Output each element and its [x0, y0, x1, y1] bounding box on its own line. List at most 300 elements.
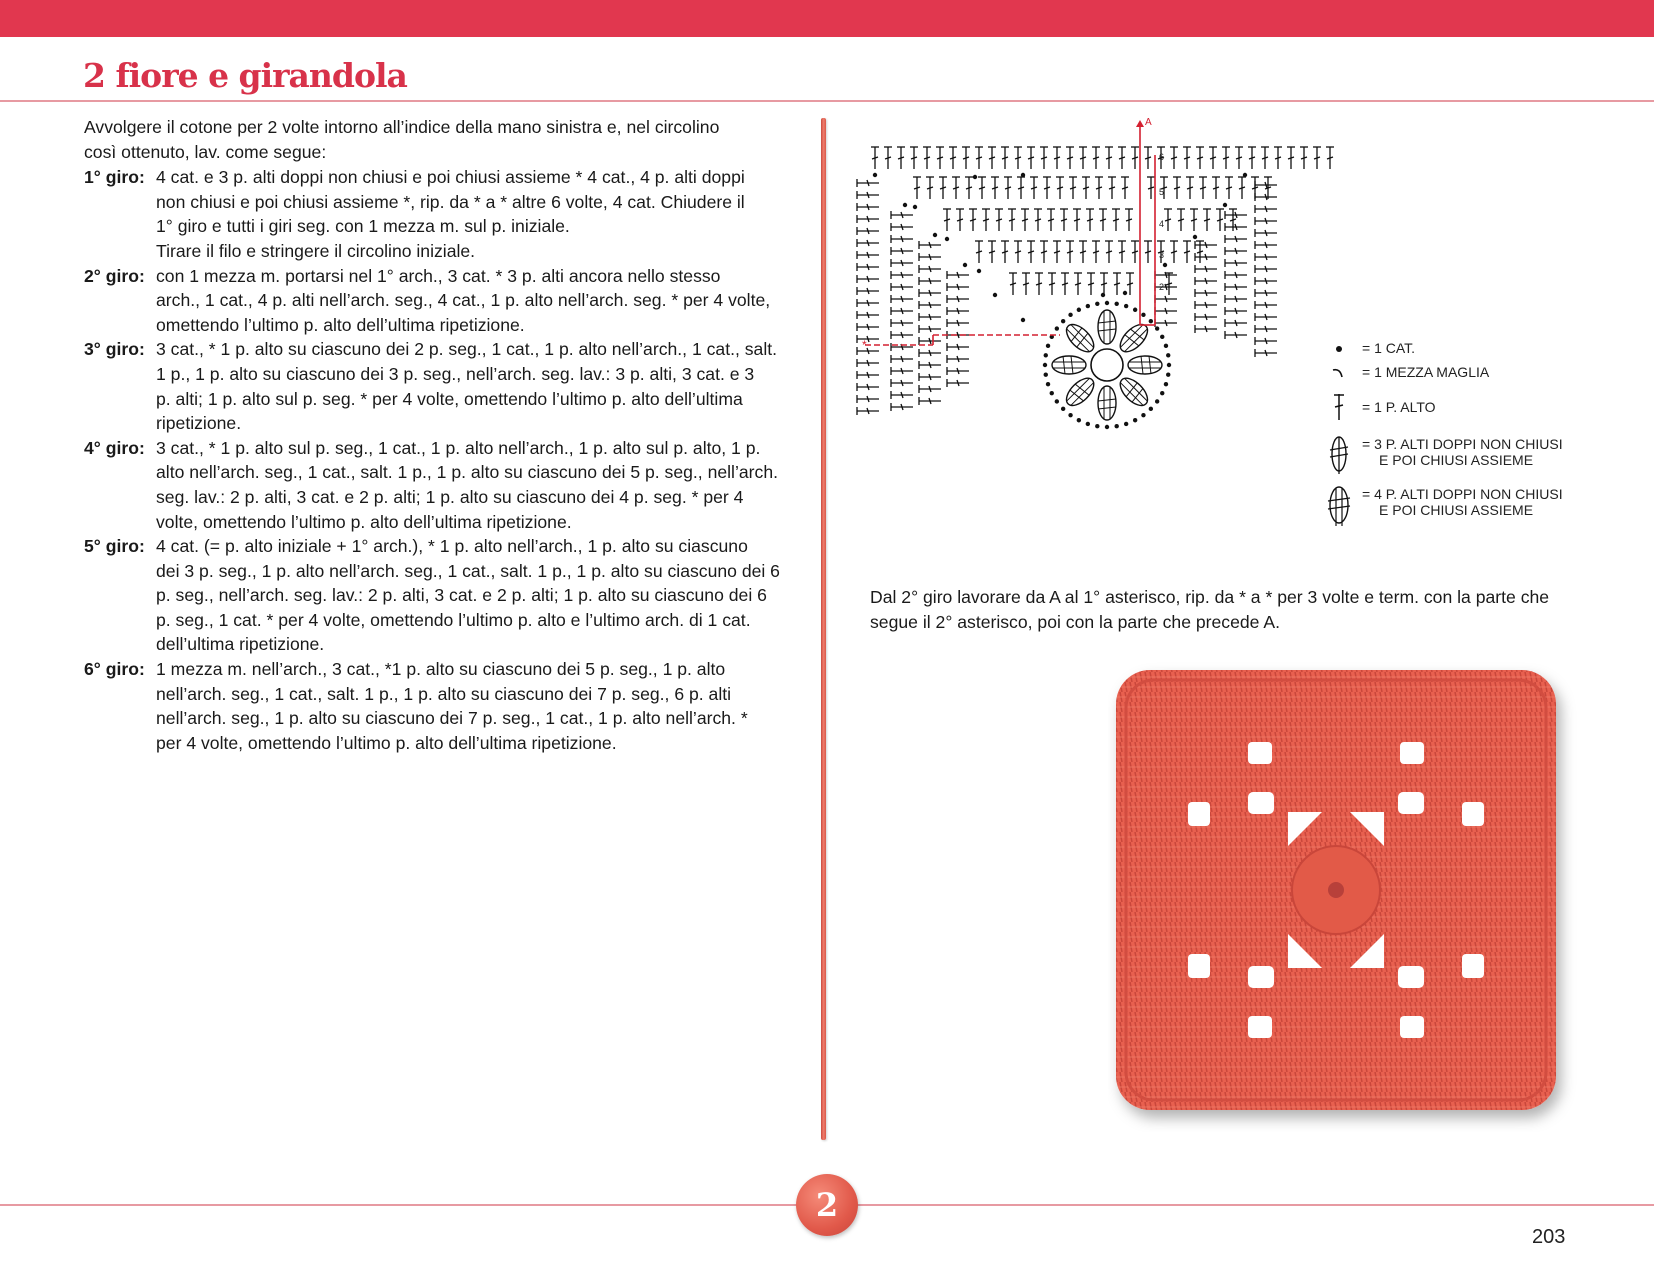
legend-text: = 4 P. ALTI DOPPI NON CHIUSI	[1362, 486, 1563, 502]
stitch-symbol	[923, 147, 931, 169]
chain-dot	[1164, 344, 1168, 348]
chain-dot	[1160, 391, 1164, 395]
intro-paragraph	[84, 115, 786, 164]
round-label: 3° giro:	[84, 339, 145, 360]
chain-dot	[1055, 399, 1059, 403]
stitch-symbol	[891, 259, 913, 267]
chain-dot	[1021, 173, 1025, 177]
chain-dot	[1164, 382, 1168, 386]
stitch-symbol	[947, 307, 969, 315]
stitch-symbol	[857, 203, 879, 211]
stitch-symbol	[1027, 241, 1035, 263]
stitch-symbol	[891, 403, 913, 411]
flower-center	[1328, 882, 1344, 898]
chain-dot	[1160, 335, 1164, 339]
ball-number: 2	[815, 1186, 839, 1224]
stitch-symbol	[1121, 177, 1129, 199]
stitch-symbol	[1056, 177, 1064, 199]
chain-dot	[1095, 302, 1099, 306]
stitch-symbol	[947, 271, 969, 279]
slip-stitch-icon	[1320, 362, 1350, 384]
chain-dot	[933, 233, 937, 237]
stitch-symbol	[891, 223, 913, 231]
round-line: 4 cat. (= p. alto iniziale + 1° arch.), * 1 p. alto nell’arch., 1 p. alto su ciascuno	[156, 536, 748, 557]
round-line: nell’arch. seg., 1 cat., salt. 1 p., 1 p. alto su ciascuno dei 7 p. seg., 6 p. alti	[156, 683, 732, 704]
round-line: p. seg., nell’arch. seg. lav.: 2 p. alti, 3 cat. e 2 p. alti; 1 p. alto su ciascuno dei 6	[156, 585, 767, 606]
round-line: 4 cat. e 3 p. alti doppi non chiusi e poi chiusi assieme * 4 cat., 4 p. alti doppi	[156, 167, 745, 188]
chain-dot	[1114, 424, 1118, 428]
stitch-symbol	[1155, 307, 1177, 315]
chain-dot	[873, 173, 877, 177]
chain-dot	[1043, 363, 1047, 367]
chain-dot	[1133, 308, 1137, 312]
repeat-note: Dal 2° giro lavorare da A al 1° asterisco, rip. da * a * per 3 volte e term. con la parte che segue il 2° asterisco, poi con la parte che precede A.	[870, 587, 1550, 632]
round-line: arch., 1 cat., 4 p. alti nell’arch. seg., 4 cat., 1 p. alto nell’arch. seg. * per 4 volte,	[156, 290, 771, 311]
round-6	[84, 657, 786, 755]
round-number-label: 2	[1159, 282, 1165, 292]
stitch-symbol	[969, 209, 977, 231]
stitch-symbol	[1212, 177, 1220, 199]
stitch-symbol	[1274, 147, 1282, 169]
stitch-symbol	[1001, 241, 1009, 263]
chain-dot	[1086, 422, 1090, 426]
round-line: nell’arch. seg., 1 p. alto su ciascuno dei 7 p. seg., 1 cat., 1 p. alto nell’arch. *	[156, 708, 748, 729]
stitch-symbol	[891, 379, 913, 387]
legend-item-cluster-3	[1320, 434, 1640, 478]
stitch-symbol	[939, 177, 947, 199]
stitch-symbol	[919, 325, 941, 333]
stitch-symbol	[1014, 147, 1022, 169]
stitch-symbol	[1053, 147, 1061, 169]
stitch-symbol	[952, 177, 960, 199]
stitch-symbol	[891, 319, 913, 327]
stitch-symbol	[1238, 177, 1246, 199]
chain-dot	[913, 205, 917, 209]
stitch-symbol	[1261, 147, 1269, 169]
stitch-symbol	[913, 177, 921, 199]
stitch-symbol	[1326, 147, 1334, 169]
legend-text: = 1 CAT.	[1362, 340, 1416, 356]
stitch-symbol	[1118, 147, 1126, 169]
stitch-symbol	[1255, 241, 1277, 249]
stitch-symbol	[1155, 295, 1177, 303]
legend-text: E POI CHIUSI ASSIEME	[1379, 502, 1534, 518]
double-crochet-icon	[1320, 392, 1350, 424]
round-line: 1 p., 1 p. alto su ciascuno dei 3 p. seg., nell’arch. seg. lav.: 3 p. alti, 3 cat. e 3	[156, 363, 755, 384]
round-line: 3 cat., * 1 p. alto su ciascuno dei 2 p. seg., 1 cat., 1 p. alto nell’arch., 1 cat., salt.	[156, 339, 778, 360]
stitch-symbol	[871, 147, 879, 169]
stitch-symbol	[919, 397, 941, 405]
stitch-symbol	[1087, 273, 1095, 295]
chain-dot	[903, 203, 907, 207]
stitch-symbol	[965, 177, 973, 199]
round-text	[156, 264, 786, 338]
round-line: alto nell’arch. seg., 1 cat., salt. 1 p., 1 p. alto su ciascuno dei 5 p. seg., nell’arch.	[156, 462, 778, 483]
stitch-symbol	[1073, 209, 1081, 231]
chain-dot	[1095, 424, 1099, 428]
chain-dot	[963, 263, 967, 267]
stitch-symbol	[1225, 247, 1247, 255]
stitch-symbol	[1183, 147, 1191, 169]
stitch-symbol	[919, 241, 941, 249]
stitch-symbol	[1196, 241, 1204, 263]
crochet-square-photo	[1108, 662, 1578, 1132]
stitch-symbol	[857, 287, 879, 295]
round-line: ripetizione.	[156, 413, 242, 434]
legend-text: = 1 MEZZA MAGLIA	[1362, 364, 1490, 380]
stitch-symbol	[1225, 283, 1247, 291]
svg-text:*: *	[862, 338, 867, 352]
chain-dot	[945, 237, 949, 241]
stitch-symbol	[988, 241, 996, 263]
stitch-symbol	[1074, 273, 1082, 295]
stitch-symbol	[1222, 147, 1230, 169]
chain-dot	[1166, 353, 1170, 357]
stitch-symbol	[943, 209, 951, 231]
stitch-symbol	[1086, 209, 1094, 231]
top-color-band	[0, 0, 1654, 37]
chain-dot	[1050, 391, 1054, 395]
stitch-symbol	[1196, 147, 1204, 169]
stitch-symbol	[857, 263, 879, 271]
stitch-symbol	[857, 311, 879, 319]
stitch-symbol	[1183, 241, 1191, 263]
chain-dot	[1061, 319, 1065, 323]
intro-line: così ottenuto, lav. come segue:	[84, 141, 327, 162]
yarn-ball-badge	[796, 1174, 858, 1236]
stitch-symbol	[919, 385, 941, 393]
cluster-4-icon	[1320, 484, 1354, 530]
stitch-symbol	[919, 361, 941, 369]
stitch-symbol	[1255, 313, 1277, 321]
stitch-symbol	[919, 277, 941, 285]
stitch-symbol	[857, 407, 879, 415]
stitch-symbol	[947, 343, 969, 351]
chain-dot	[973, 175, 977, 179]
stitch-symbol	[1195, 253, 1217, 261]
chain-dot	[1077, 418, 1081, 422]
stitch-symbol	[1255, 277, 1277, 285]
stitch-symbol	[1022, 273, 1030, 295]
stitch-symbol	[919, 289, 941, 297]
stitch-symbol	[1225, 307, 1247, 315]
stitch-symbol	[857, 359, 879, 367]
stitch-symbol	[891, 295, 913, 303]
stitch-symbol	[1255, 229, 1277, 237]
chain-dot	[1223, 203, 1227, 207]
stitch-symbol	[1009, 273, 1017, 295]
chain-dot	[1105, 425, 1109, 429]
stitch-symbol	[891, 247, 913, 255]
round-line: volte, omettendo l’ultimo p. alto dell’ultima ripetizione.	[156, 511, 572, 532]
title-divider	[0, 100, 1654, 102]
chain-dot	[1141, 313, 1145, 317]
stitch-symbol	[1255, 289, 1277, 297]
stitch-symbol	[1144, 147, 1152, 169]
stitch-symbol	[1118, 241, 1126, 263]
stitch-symbol	[982, 209, 990, 231]
chain-dot	[1086, 304, 1090, 308]
chain-dot	[1141, 413, 1145, 417]
round-5	[84, 534, 786, 657]
stitch-symbol	[857, 335, 879, 343]
stitch-symbol	[1225, 223, 1247, 231]
stitch-symbol	[1195, 289, 1217, 297]
stitch-symbol	[1092, 147, 1100, 169]
stitch-symbol	[1255, 193, 1277, 201]
intro-line: Avvolgere il cotone per 2 volte intorno all’indice della mano sinistra e, nel circolino	[84, 117, 720, 137]
stitch-symbol	[1195, 325, 1217, 333]
stitch-symbol	[1099, 209, 1107, 231]
stitch-symbol	[1108, 177, 1116, 199]
legend-text: = 3 P. ALTI DOPPI NON CHIUSI	[1362, 436, 1563, 452]
stitch-symbol	[1300, 147, 1308, 169]
round-number-label: 3	[1159, 250, 1165, 260]
stitch-symbol	[857, 191, 879, 199]
chart-dots	[873, 173, 1247, 429]
stitch-symbol	[1313, 147, 1321, 169]
stitch-symbol	[1004, 177, 1012, 199]
stitch-symbol	[1255, 253, 1277, 261]
stitch-symbol	[1195, 265, 1217, 273]
round-line: non chiusi e poi chiusi assieme *, rip. da * a * altre 6 volte, 4 cat. Chiudere il	[156, 191, 745, 212]
round-line: 3 cat., * 1 p. alto sul p. seg., 1 cat., 1 p. alto nell’arch., 1 p. alto sul p. alto, 1 p.	[156, 437, 761, 458]
legend-text: E POI CHIUSI ASSIEME	[1379, 452, 1534, 468]
stitch-symbol	[1113, 273, 1121, 295]
chain-dot	[1046, 344, 1050, 348]
stitch-symbol	[1164, 209, 1172, 231]
round-line: Tirare il filo e stringere il circolino iniziale.	[156, 240, 476, 261]
stitch-symbol	[857, 395, 879, 403]
round-line: dell’ultima ripetizione.	[156, 634, 325, 655]
round-line: seg. lav.: 2 p. alti, 3 cat. e 2 p. alti; 1 p. alto su ciascuno dei 4 p. seg. * per 4	[156, 486, 744, 507]
cluster-petal	[1098, 310, 1116, 344]
stitch-symbol	[857, 215, 879, 223]
stitch-symbol	[891, 211, 913, 219]
round-line: p. seg., 1 cat. * per 4 volte, omettendo l’ultimo p. alto e l’ultimo arch. di 1 cat.	[156, 609, 751, 630]
stitch-symbol	[947, 319, 969, 327]
stitch-symbol	[1155, 271, 1177, 279]
chain-dot	[1243, 173, 1247, 177]
stitch-symbol	[1100, 273, 1108, 295]
chain-dot	[1077, 308, 1081, 312]
chain-dot	[1163, 263, 1167, 267]
round-line: dei 3 p. seg., 1 p. alto nell’arch. seg., 1 cat., salt. 1 p., 1 p. alto su ciascuno dei 6	[156, 560, 780, 581]
stitch-symbol	[1195, 277, 1217, 285]
round-3	[84, 337, 786, 435]
chain-dot	[1061, 407, 1065, 411]
stitch-symbol	[1248, 147, 1256, 169]
stitch-symbol	[1030, 177, 1038, 199]
stitch-symbol	[1095, 177, 1103, 199]
stitch-symbol	[975, 147, 983, 169]
round-number-label: 5	[1159, 187, 1165, 197]
legend-item-slip-stitch	[1320, 362, 1640, 384]
chain-dot	[1114, 302, 1118, 306]
round-text	[156, 337, 786, 435]
stitch-symbol	[891, 235, 913, 243]
stitch-symbol	[1131, 147, 1139, 169]
stitch-symbol	[1225, 319, 1247, 327]
stitch-symbol	[919, 253, 941, 261]
stitch-symbol	[1008, 209, 1016, 231]
stitch-symbol	[891, 283, 913, 291]
round-line: 1 mezza m. nell’arch., 3 cat., *1 p. alto su ciascuno dei 5 p. seg., 1 p. alto	[156, 659, 726, 680]
stitch-symbol	[1014, 241, 1022, 263]
stitch-symbol	[962, 147, 970, 169]
stitch-symbol	[1079, 241, 1087, 263]
instructions-column	[84, 115, 786, 755]
stitch-symbol	[1040, 147, 1048, 169]
stitch-symbol	[1225, 211, 1247, 219]
stitch-symbol	[1035, 273, 1043, 295]
stitch-symbol	[1225, 259, 1247, 267]
stitch-symbol	[1170, 147, 1178, 169]
stitch-symbol	[884, 147, 892, 169]
stitch-symbol	[857, 299, 879, 307]
legend-item-double-crochet	[1320, 392, 1640, 422]
chain-dot	[1044, 353, 1048, 357]
page-number: 203	[1532, 1226, 1566, 1248]
stitch-symbol	[857, 227, 879, 235]
stitch-symbol	[919, 265, 941, 273]
stitch-symbol	[857, 179, 879, 187]
page-title: 2 fiore e girandola	[83, 56, 407, 95]
stitch-symbol	[947, 367, 969, 375]
chain-dot	[1068, 413, 1072, 417]
chain-dot	[1167, 363, 1171, 367]
round-number-label: 4	[1159, 219, 1165, 229]
chain-dot	[1044, 372, 1048, 376]
start-label: A	[1145, 117, 1152, 128]
stitch-symbol	[891, 307, 913, 315]
stitch-symbol	[891, 391, 913, 399]
stitch-symbol	[1105, 241, 1113, 263]
chain-dot	[1021, 318, 1025, 322]
stitch-symbol	[975, 241, 983, 263]
stitch-symbol	[891, 271, 913, 279]
stitch-symbol	[1195, 313, 1217, 321]
stitch-symbol	[1105, 147, 1113, 169]
center-ring	[1091, 349, 1123, 381]
stitch-symbol	[1040, 241, 1048, 263]
chain-dot	[1046, 382, 1050, 386]
round-label: 4° giro:	[84, 437, 145, 458]
legend-item-cluster-4	[1320, 484, 1640, 530]
stitch-symbol	[1225, 271, 1247, 279]
stitch-symbol	[947, 379, 969, 387]
stitch-symbol	[936, 147, 944, 169]
round-label: 6° giro:	[84, 659, 145, 680]
round-1	[84, 165, 786, 263]
round-text	[156, 165, 786, 263]
stitch-symbol	[1021, 209, 1029, 231]
stitch-symbol	[910, 147, 918, 169]
stitch-symbol	[857, 239, 879, 247]
start-marker	[862, 120, 1155, 352]
round-text	[156, 657, 786, 755]
chain-dot	[1101, 293, 1105, 297]
stitch-symbol	[926, 177, 934, 199]
cluster-petal	[1062, 320, 1099, 357]
stitch-symbol	[857, 371, 879, 379]
stitch-symbol	[949, 147, 957, 169]
stitch-symbol	[1034, 209, 1042, 231]
stitch-symbol	[891, 367, 913, 375]
stitch-symbol	[1082, 177, 1090, 199]
chain-dot	[1105, 301, 1109, 305]
stitch-symbol	[857, 251, 879, 259]
chart-petals	[1052, 310, 1162, 420]
chart-stitches	[857, 147, 1334, 415]
stitch-symbol	[1155, 319, 1177, 327]
stitch-symbol	[1017, 177, 1025, 199]
stitch-symbol	[1079, 147, 1087, 169]
stitch-symbol	[1144, 241, 1152, 263]
stitch-symbol	[857, 275, 879, 283]
chain-dot	[1149, 407, 1153, 411]
stitch-symbol	[1203, 209, 1211, 231]
stitch-symbol	[1126, 273, 1134, 295]
stitch-symbol	[1255, 325, 1277, 333]
round-number-label: 6	[1159, 152, 1165, 162]
cluster-petal	[1098, 386, 1116, 420]
chain-dot	[1123, 291, 1127, 295]
round-text	[156, 534, 786, 657]
stitch-symbol	[1173, 177, 1181, 199]
stitch-symbol	[891, 355, 913, 363]
cluster-petal	[1128, 356, 1162, 374]
stitch-symbol	[1112, 209, 1120, 231]
stitch-symbol	[947, 283, 969, 291]
stitch-symbol	[1195, 241, 1217, 249]
round-label: 1° giro:	[84, 167, 145, 188]
stitch-symbol	[1235, 147, 1243, 169]
stitch-symbol	[1186, 177, 1194, 199]
chain-dot	[977, 269, 981, 273]
stitch-symbol	[1125, 209, 1133, 231]
stitch-symbol	[1209, 147, 1217, 169]
stitch-symbol	[1225, 177, 1233, 199]
stitch-symbol	[1053, 241, 1061, 263]
round-label: 2° giro:	[84, 265, 145, 286]
stitch-symbol	[919, 349, 941, 357]
round-line: omettendo l’ultimo p. alto dell’ultima ripetizione.	[156, 314, 525, 335]
stitch-symbol	[1216, 209, 1224, 231]
stitch-symbol	[1199, 177, 1207, 199]
stitch-symbol	[857, 383, 879, 391]
stitch-symbol	[1061, 273, 1069, 295]
yarn-divider	[821, 118, 826, 1140]
stitch-symbol	[1255, 337, 1277, 345]
stitch-symbol	[1255, 265, 1277, 273]
stitch-symbol	[1048, 273, 1056, 295]
round-line: per 4 volte, omettendo l’ultimo p. alto dell’ultima ripetizione.	[156, 732, 617, 753]
cluster-petal	[1052, 356, 1086, 374]
legend-item-chain	[1320, 338, 1640, 360]
chain-dot	[1055, 326, 1059, 330]
stitch-symbol	[1147, 177, 1155, 199]
stitch-symbol	[1177, 209, 1185, 231]
dot-icon	[1320, 338, 1350, 360]
stitch-symbol	[1170, 241, 1178, 263]
stitch-symbol	[1255, 349, 1277, 357]
stitch-symbol	[1066, 147, 1074, 169]
chain-dot	[1124, 422, 1128, 426]
stitch-symbol	[1190, 209, 1198, 231]
stitch-symbol	[1255, 217, 1277, 225]
stitch-symbol	[919, 313, 941, 321]
